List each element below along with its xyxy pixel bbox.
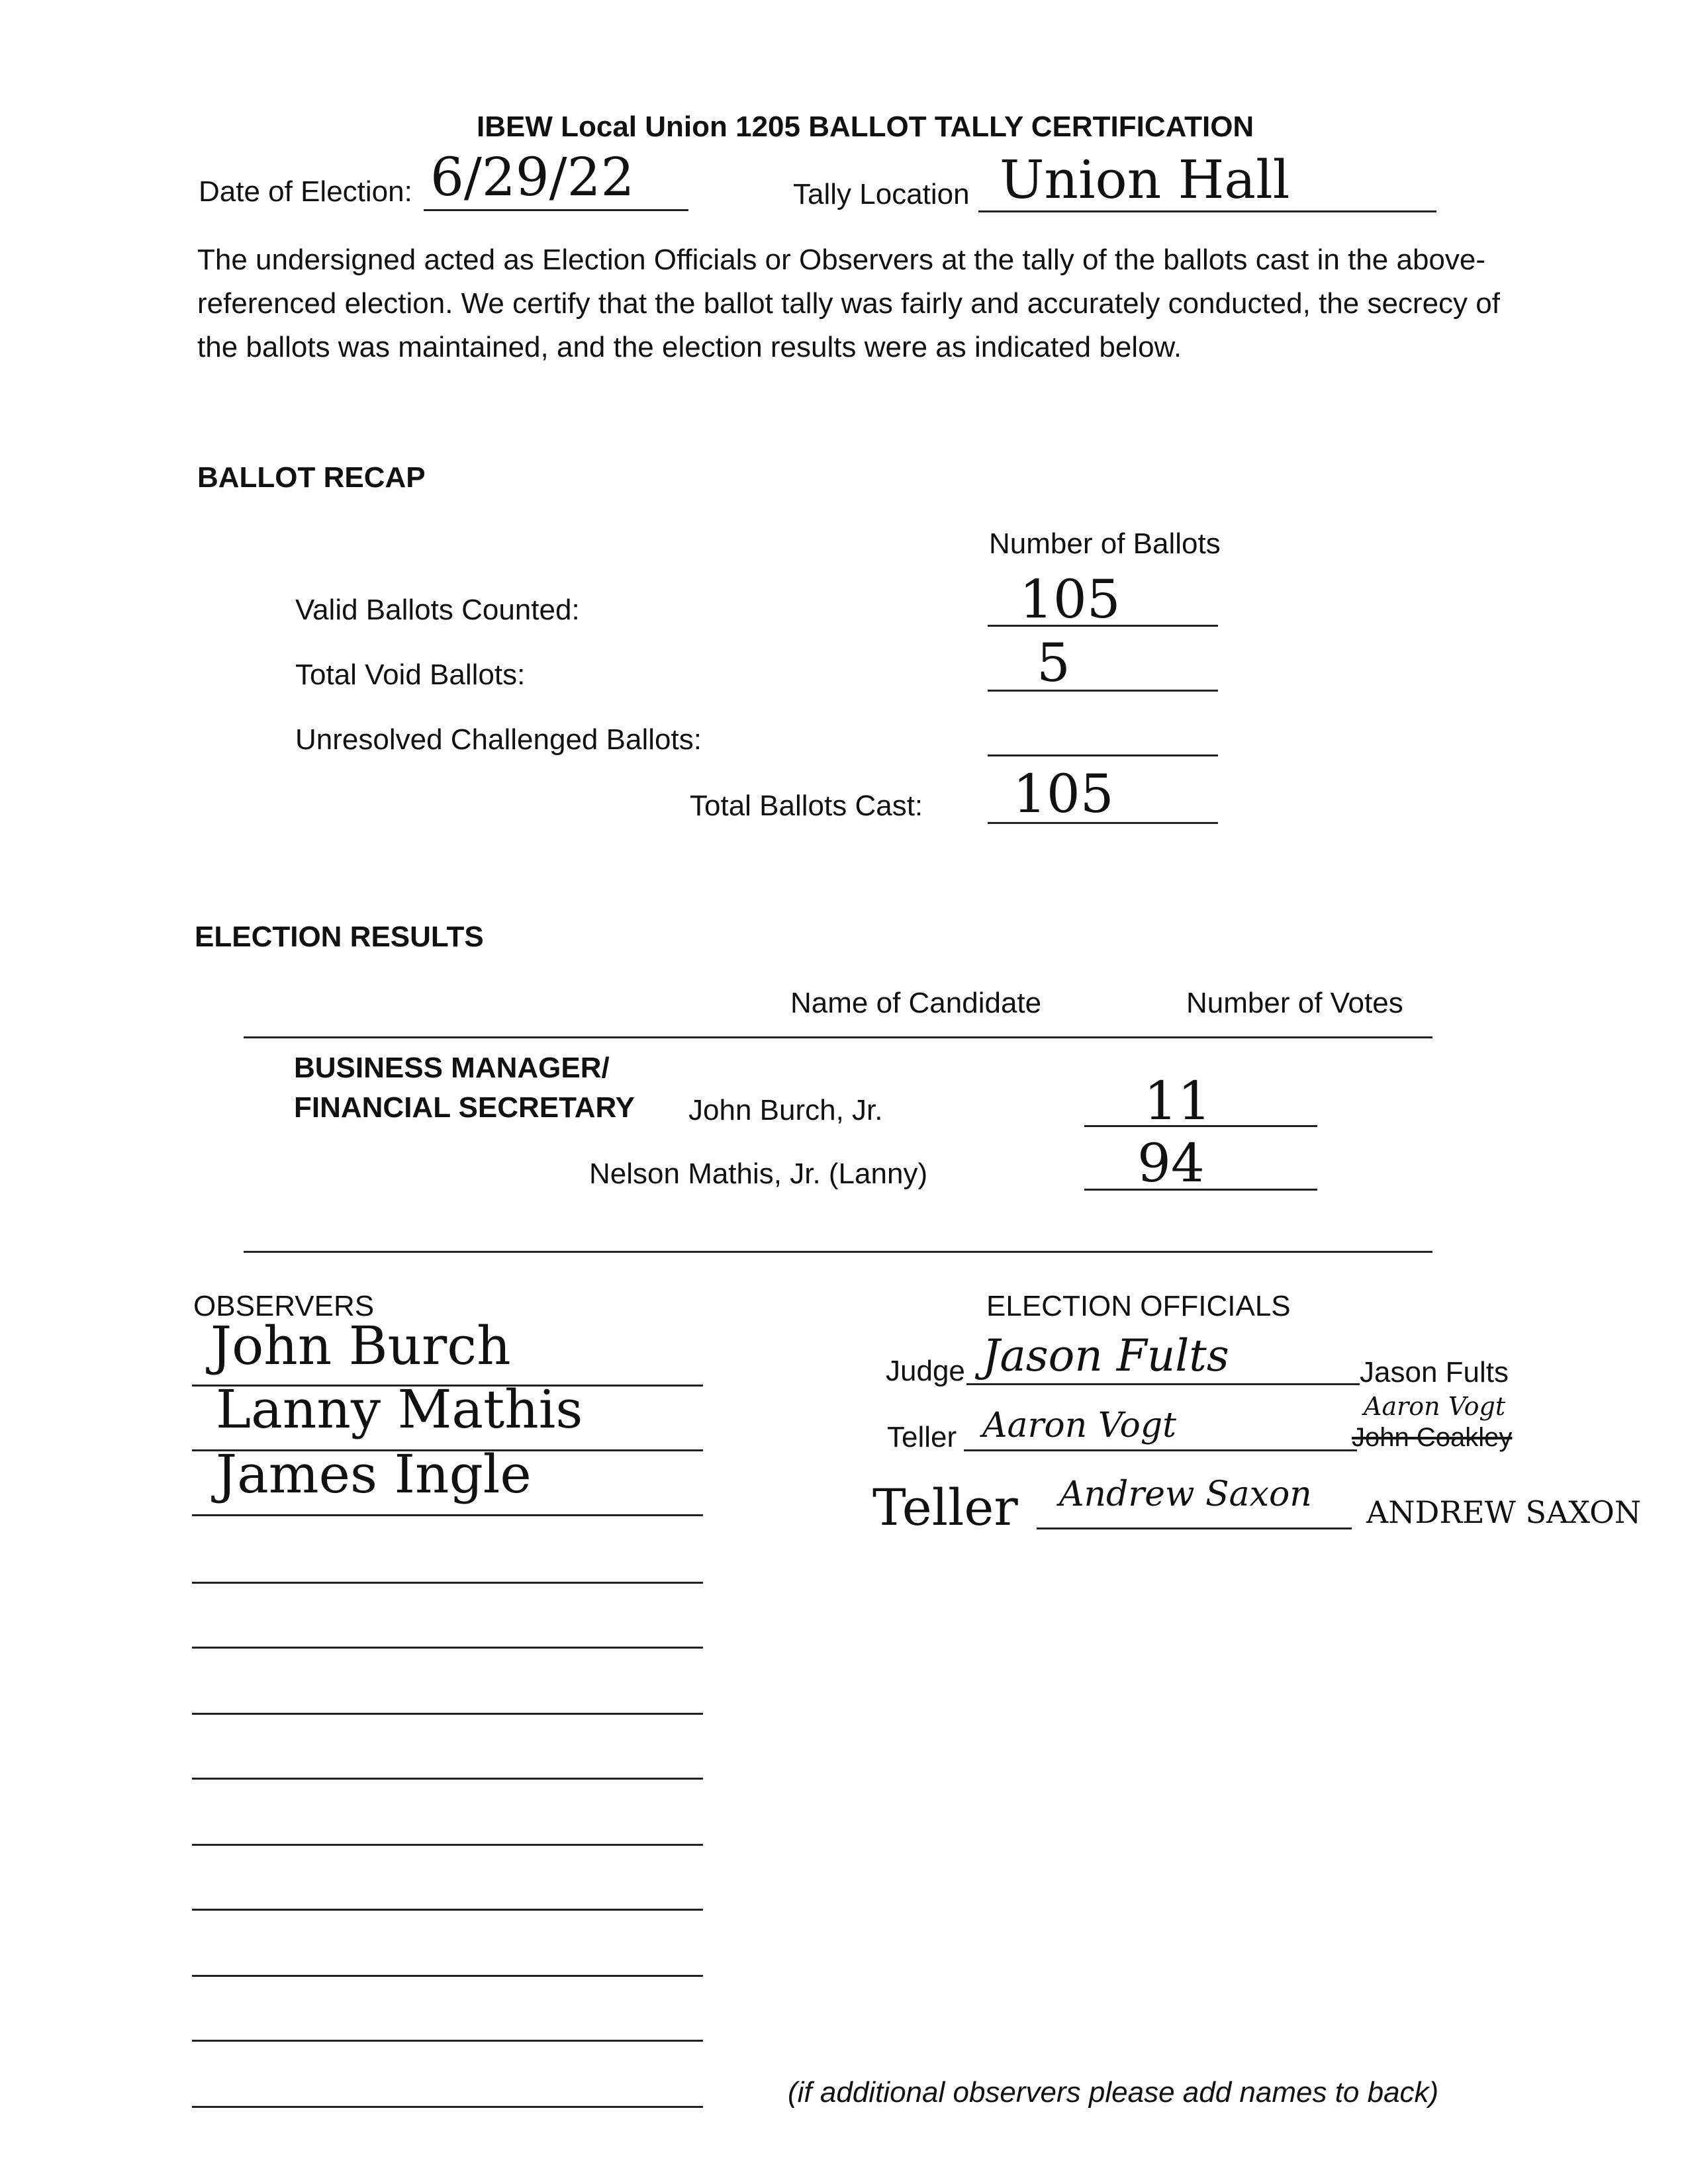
observers-heading: OBSERVERS — [193, 1290, 375, 1322]
candidate-1-votes: 11 — [1144, 1070, 1211, 1132]
void-ballots-label: Total Void Ballots: — [295, 659, 526, 691]
valid-ballots-value: 105 — [1019, 569, 1121, 630]
intro-paragraph: The undersigned acted as Election Officials or Observers at the tally of the ballots cast in the above-referenced election. We certify that the ballot tally was fairly and accurately conducted, the secrecy of the ballots was maintained, and the election results were as indicated below. — [197, 244, 1500, 363]
judge-signature-line — [966, 1383, 1360, 1385]
observer-line-3 — [192, 1514, 703, 1516]
observer-line-5 — [192, 1647, 703, 1649]
observer-line-6 — [192, 1713, 703, 1715]
judge-signature: Jason Fults — [982, 1330, 1229, 1381]
location-underline — [978, 210, 1436, 212]
teller-1-struck-name: John Coakley — [1352, 1423, 1513, 1452]
results-top-rule — [244, 1036, 1432, 1038]
observer-line-9 — [192, 1909, 703, 1911]
office-title-line1: BUSINESS MANAGER/ — [294, 1052, 610, 1084]
footer-note: (if additional observers please add names to back) — [788, 2076, 1439, 2109]
total-ballots-line — [988, 822, 1218, 824]
challenged-ballots-line — [988, 754, 1218, 756]
observer-line-8 — [192, 1844, 703, 1846]
date-underline — [424, 209, 688, 211]
judge-label: Judge — [886, 1355, 965, 1387]
observer-name-3: James Ingle — [216, 1443, 532, 1505]
teller-2-signature: Andrew Saxon — [1059, 1475, 1312, 1514]
ballot-recap-heading: BALLOT RECAP — [197, 461, 426, 494]
void-ballots-line — [988, 690, 1218, 692]
teller-1-signature: Aaron Vogt — [982, 1406, 1177, 1445]
teller-1-replacement-name: Aaron Vogt — [1364, 1392, 1506, 1421]
teller-1-label: Teller — [887, 1421, 957, 1453]
date-label: Date of Election: — [199, 175, 412, 208]
office-title-line2: FINANCIAL SECRETARY — [294, 1091, 635, 1124]
candidate-2-name: Nelson Mathis, Jr. (Lanny) — [589, 1158, 928, 1190]
candidate-column-header: Name of Candidate — [790, 987, 1042, 1019]
observer-line-7 — [192, 1778, 703, 1780]
candidate-2-votes: 94 — [1137, 1132, 1205, 1194]
observer-line-11 — [192, 2040, 703, 2042]
valid-ballots-line — [988, 625, 1218, 627]
date-value: 6/29/22 — [430, 146, 635, 208]
location-value: Union Hall — [1000, 149, 1290, 210]
teller-1-signature-line — [964, 1449, 1357, 1451]
officials-heading: ELECTION OFFICIALS — [986, 1290, 1291, 1322]
teller-2-signature-line — [1037, 1527, 1352, 1529]
candidate-1-name: John Burch, Jr. — [688, 1094, 883, 1126]
observer-line-4 — [192, 1582, 703, 1584]
observer-line-12 — [192, 2106, 703, 2108]
teller-2-printed-name: ANDREW SAXON — [1366, 1494, 1642, 1530]
teller-2-label: Teller — [872, 1478, 1018, 1537]
location-label: Tally Location — [793, 178, 970, 210]
total-ballots-label: Total Ballots Cast: — [690, 790, 923, 822]
total-ballots-value: 105 — [1013, 763, 1114, 825]
candidate-1-votes-line — [1084, 1125, 1317, 1127]
candidate-2-votes-line — [1084, 1189, 1317, 1191]
challenged-ballots-label: Unresolved Challenged Ballots: — [295, 723, 702, 756]
page-title: IBEW Local Union 1205 BALLOT TALLY CERTIFICATION — [477, 111, 1254, 143]
votes-column-header: Number of Votes — [1186, 987, 1403, 1019]
judge-printed-name: Jason Fults — [1360, 1356, 1509, 1388]
results-bottom-rule — [244, 1251, 1432, 1253]
observer-line-10 — [192, 1975, 703, 1977]
observer-name-1: John Burch — [211, 1315, 511, 1377]
observer-name-2: Lanny Mathis — [216, 1379, 583, 1440]
void-ballots-value: 5 — [1037, 632, 1070, 694]
valid-ballots-label: Valid Ballots Counted: — [295, 594, 580, 626]
ballots-column-header: Number of Ballots — [989, 527, 1221, 560]
election-results-heading: ELECTION RESULTS — [195, 921, 484, 953]
